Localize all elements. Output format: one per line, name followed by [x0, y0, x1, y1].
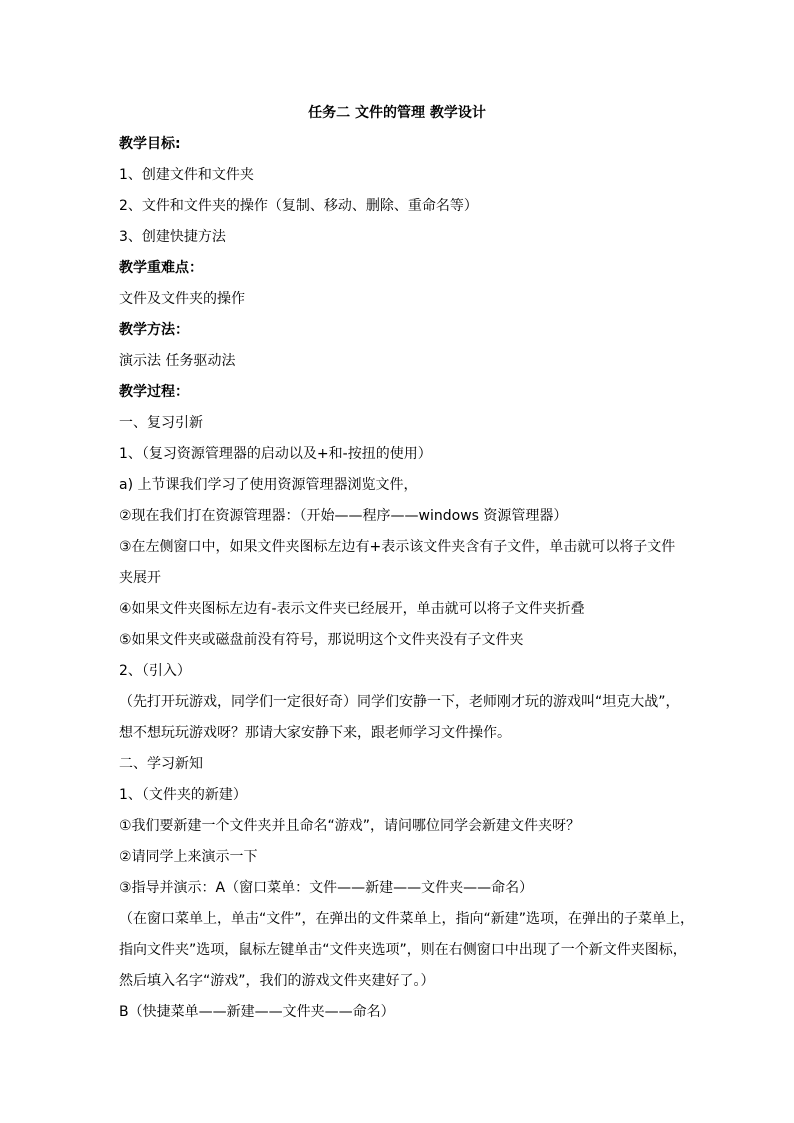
document-title: 任务二 文件的管理 教学设计	[308, 105, 486, 121]
objective-item-3: 3、创建快捷方法	[119, 229, 226, 245]
paragraph-line: ②现在我们打在资源管理器：（开始——程序——windows 资源管理器）	[119, 508, 568, 524]
paragraph-line: 想不想玩玩游戏呀？那请大家安静下来，跟老师学习文件操作。	[119, 725, 511, 741]
paragraph-line: ④如果文件夹图标左边有-表示文件夹已经展开，单击就可以将子文件夹折叠	[119, 601, 585, 617]
heading-teaching-objectives: 教学目标:	[119, 136, 181, 152]
heading-teaching-methods: 教学方法：	[119, 322, 189, 338]
paragraph-line: 指向文件夹”选项，鼠标左键单击“文件夹选项”，则在右侧窗口中出现了一个新文件夹图标，	[119, 942, 687, 958]
paragraph-line: （先打开玩游戏，同学们一定很好奇）同学们安静一下，老师刚才玩的游戏叫“坦克大战”，	[119, 694, 680, 710]
review-item-1: 1、（复习资源管理器的启动以及+和-按扭的使用）	[119, 446, 432, 462]
paragraph-line: ③指导并演示：A（窗口菜单：文件——新建——文件夹——命名）	[119, 880, 534, 896]
paragraph-line: B（快捷菜单——新建——文件夹——命名）	[119, 1004, 395, 1020]
paragraph-line: 然后填入名字“游戏”，我们的游戏文件夹建好了。）	[119, 973, 435, 989]
new-knowledge-item-1: 1、（文件夹的新建）	[119, 787, 247, 803]
key-points-text: 文件及文件夹的操作	[119, 291, 245, 307]
paragraph-line: （在窗口菜单上，单击“文件”，在弹出的文件菜单上，指向“新建”选项，在弹出的子菜单上，	[119, 911, 695, 927]
heading-teaching-process: 教学过程：	[119, 384, 189, 400]
section-new-knowledge: 二、学习新知	[119, 756, 203, 772]
paragraph-line: a) 上节课我们学习了使用资源管理器浏览文件，	[119, 477, 418, 493]
section-review: 一、复习引新	[119, 415, 203, 431]
paragraph-line: 夹展开	[119, 570, 161, 586]
heading-key-points: 教学重难点：	[119, 260, 203, 276]
objective-item-1: 1、创建文件和文件夹	[119, 167, 254, 183]
review-item-2: 2、（引入）	[119, 663, 191, 679]
paragraph-line: ⑤如果文件夹或磁盘前没有符号，那说明这个文件夹没有子文件夹	[119, 632, 524, 648]
paragraph-line: ②请同学上来演示一下	[119, 849, 258, 865]
paragraph-line: ③在左侧窗口中，如果文件夹图标左边有+表示该文件夹含有子文件，单击就可以将子文件	[119, 539, 676, 555]
paragraph-line: ①我们要新建一个文件夹并且命名“游戏”，请问哪位同学会新建文件夹呀？	[119, 818, 581, 834]
methods-text: 演示法 任务驱动法	[119, 353, 236, 369]
objective-item-2: 2、文件和文件夹的操作（复制、移动、删除、重命名等）	[119, 198, 478, 214]
